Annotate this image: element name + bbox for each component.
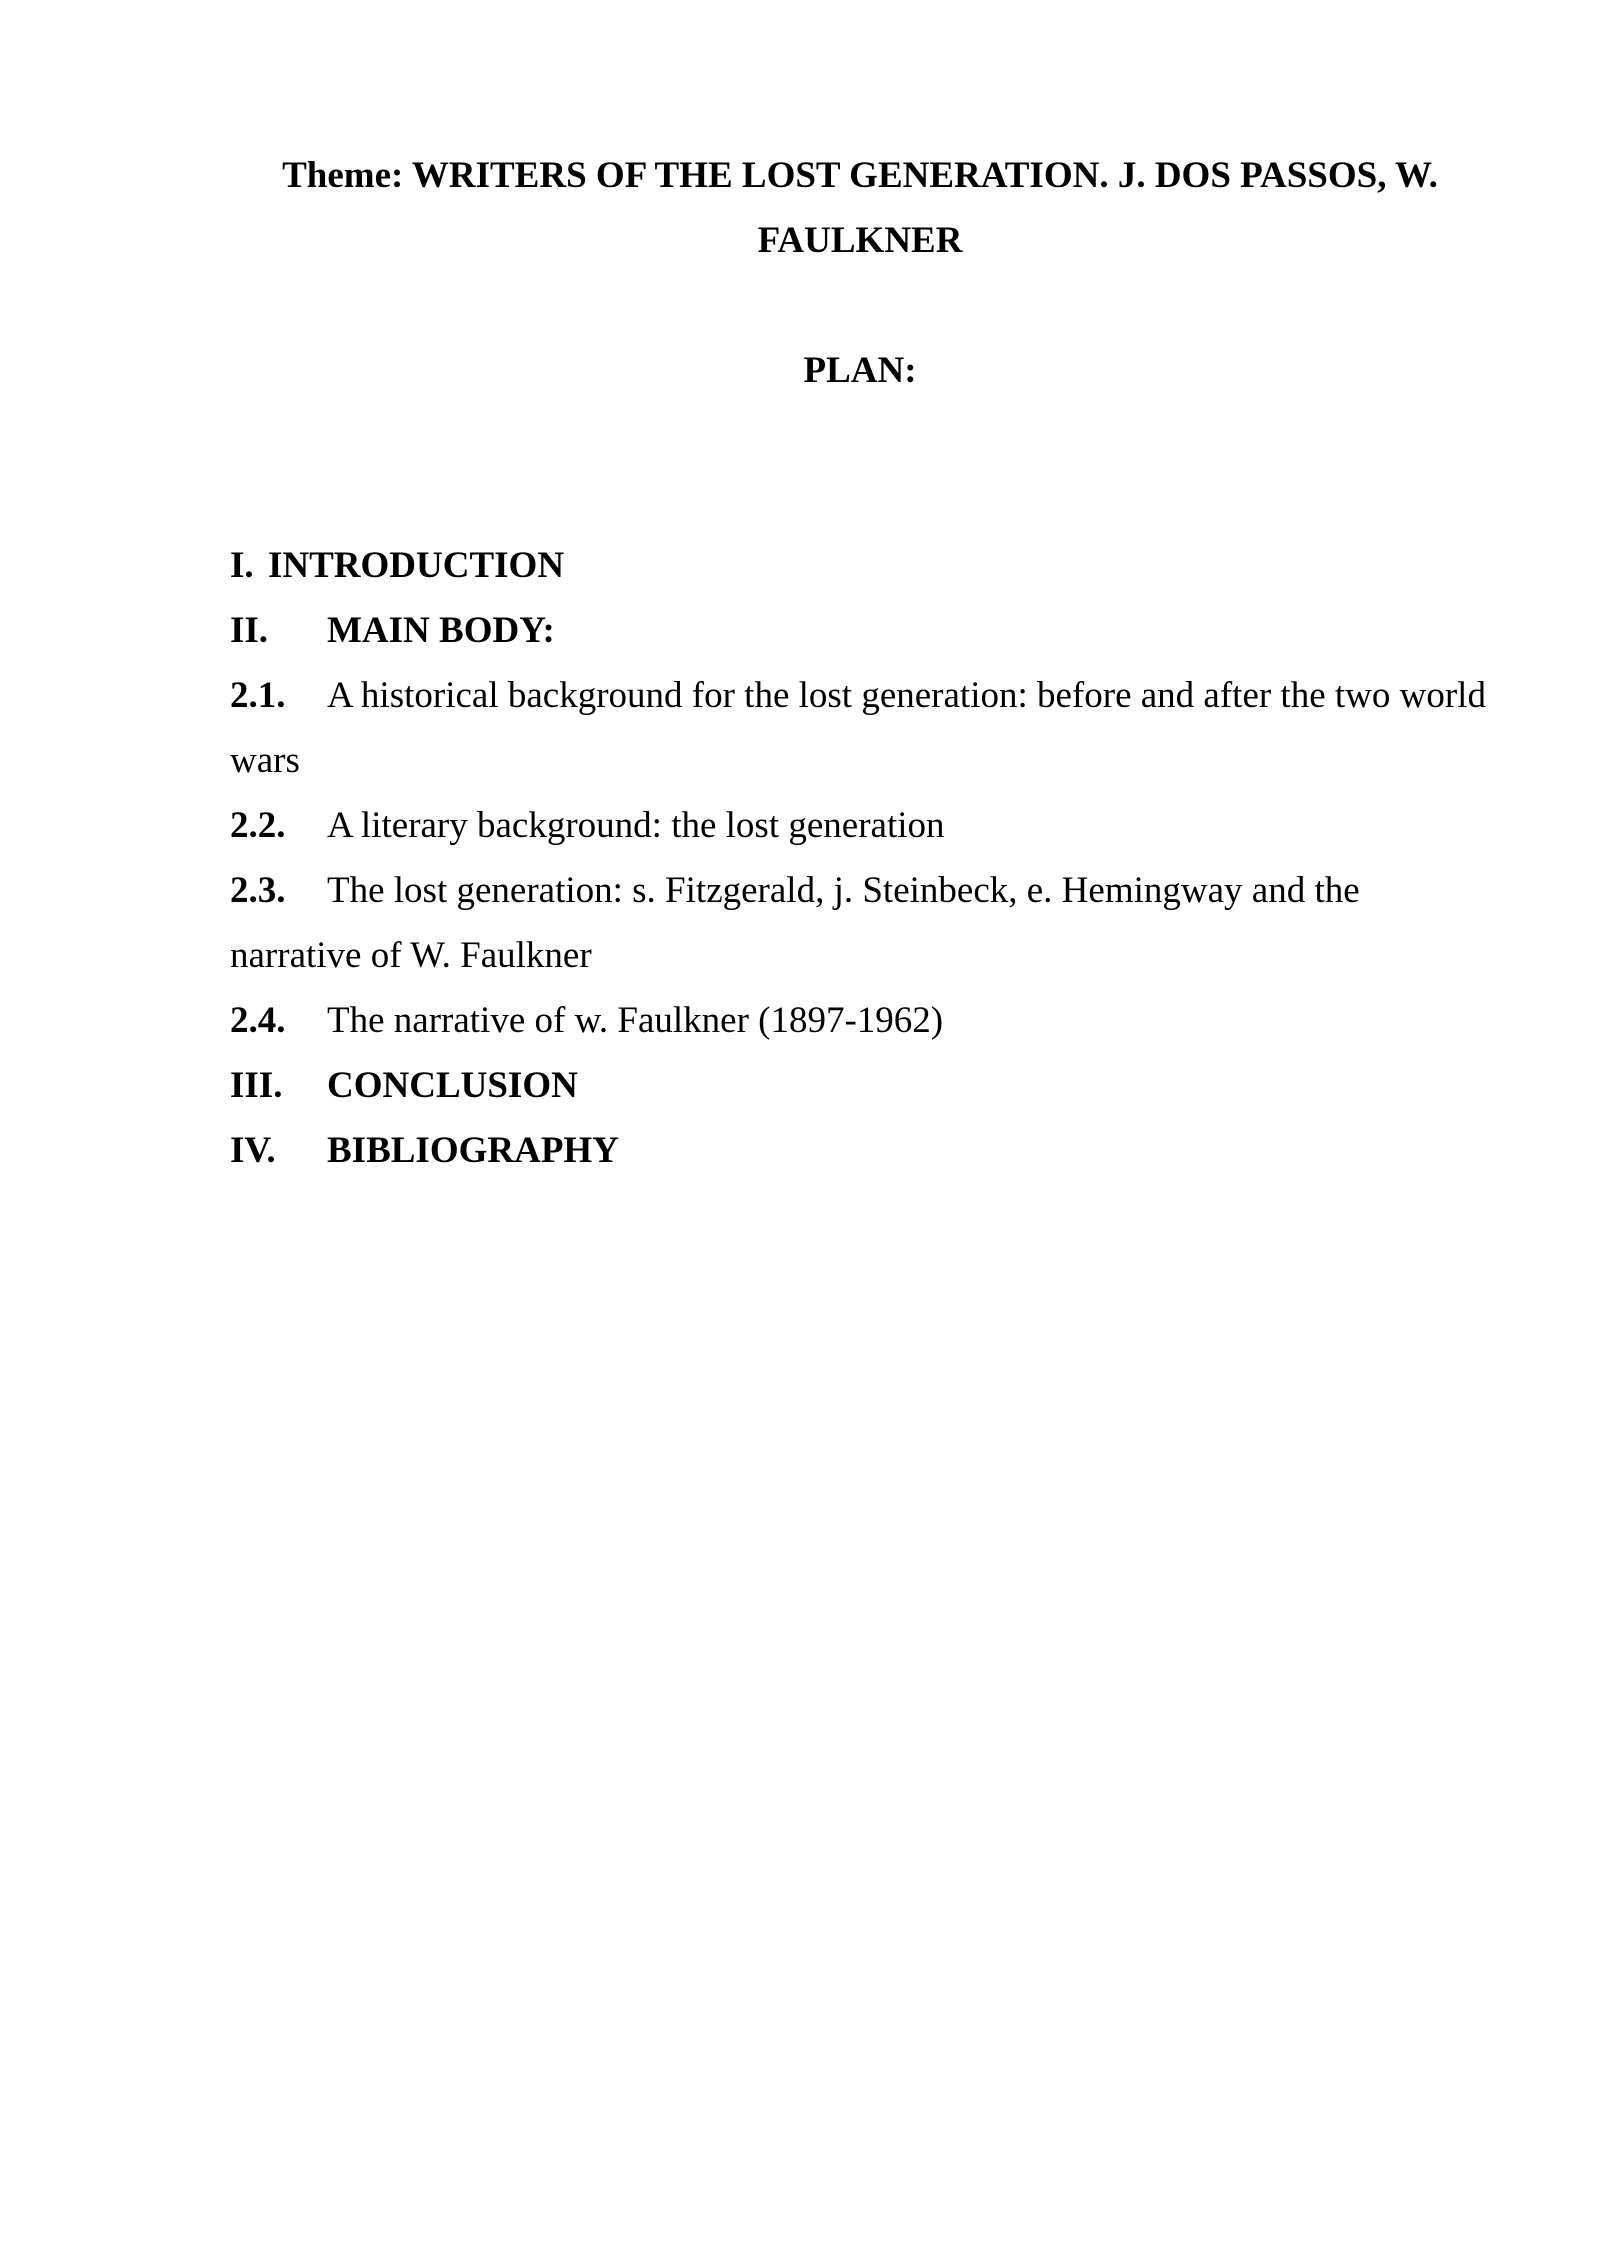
outline-heading: MAIN BODY: bbox=[327, 610, 555, 651]
outline-item-2-1 bbox=[230, 663, 1490, 793]
outline-number: 2.1. bbox=[230, 675, 286, 716]
outline-number: 2.4. bbox=[230, 1000, 286, 1041]
plan-outline bbox=[230, 533, 1490, 1183]
outline-text: The lost generation: s. Fitzgerald, j. Steinbeck, e. Hemingway and the narrative of W. Faulkner bbox=[230, 870, 1360, 976]
outline-item-main-body bbox=[230, 598, 1490, 663]
outline-number: 2.3. bbox=[230, 870, 286, 911]
outline-text: A literary background: the lost generation bbox=[327, 805, 945, 846]
outline-item-introduction bbox=[230, 533, 1490, 598]
outline-text: A historical background for the lost generation: before and after the two world wars bbox=[230, 675, 1486, 781]
outline-text: The narrative of w. Faulkner (1897-1962) bbox=[327, 1000, 944, 1041]
document-title: Theme: WRITERS OF THE LOST GENERATION. J. DOS PASSOS, W. FAULKNER bbox=[282, 155, 1438, 261]
outline-item-2-4 bbox=[230, 988, 1490, 1053]
outline-number: IV. bbox=[230, 1130, 276, 1171]
outline-number: 2.2. bbox=[230, 805, 286, 846]
outline-item-2-2 bbox=[230, 793, 1490, 858]
outline-item-bibliography bbox=[230, 1118, 1490, 1183]
outline-number: III. bbox=[230, 1065, 283, 1106]
outline-heading: CONCLUSION bbox=[327, 1065, 578, 1106]
outline-number: II. bbox=[230, 610, 269, 651]
outline-heading: INTRODUCTION bbox=[268, 545, 565, 586]
plan-heading: PLAN: bbox=[803, 350, 917, 391]
outline-heading: BIBLIOGRAPHY bbox=[327, 1130, 619, 1171]
outline-item-conclusion bbox=[230, 1053, 1490, 1118]
outline-item-2-3 bbox=[230, 858, 1490, 988]
outline-number: I. bbox=[230, 545, 254, 586]
